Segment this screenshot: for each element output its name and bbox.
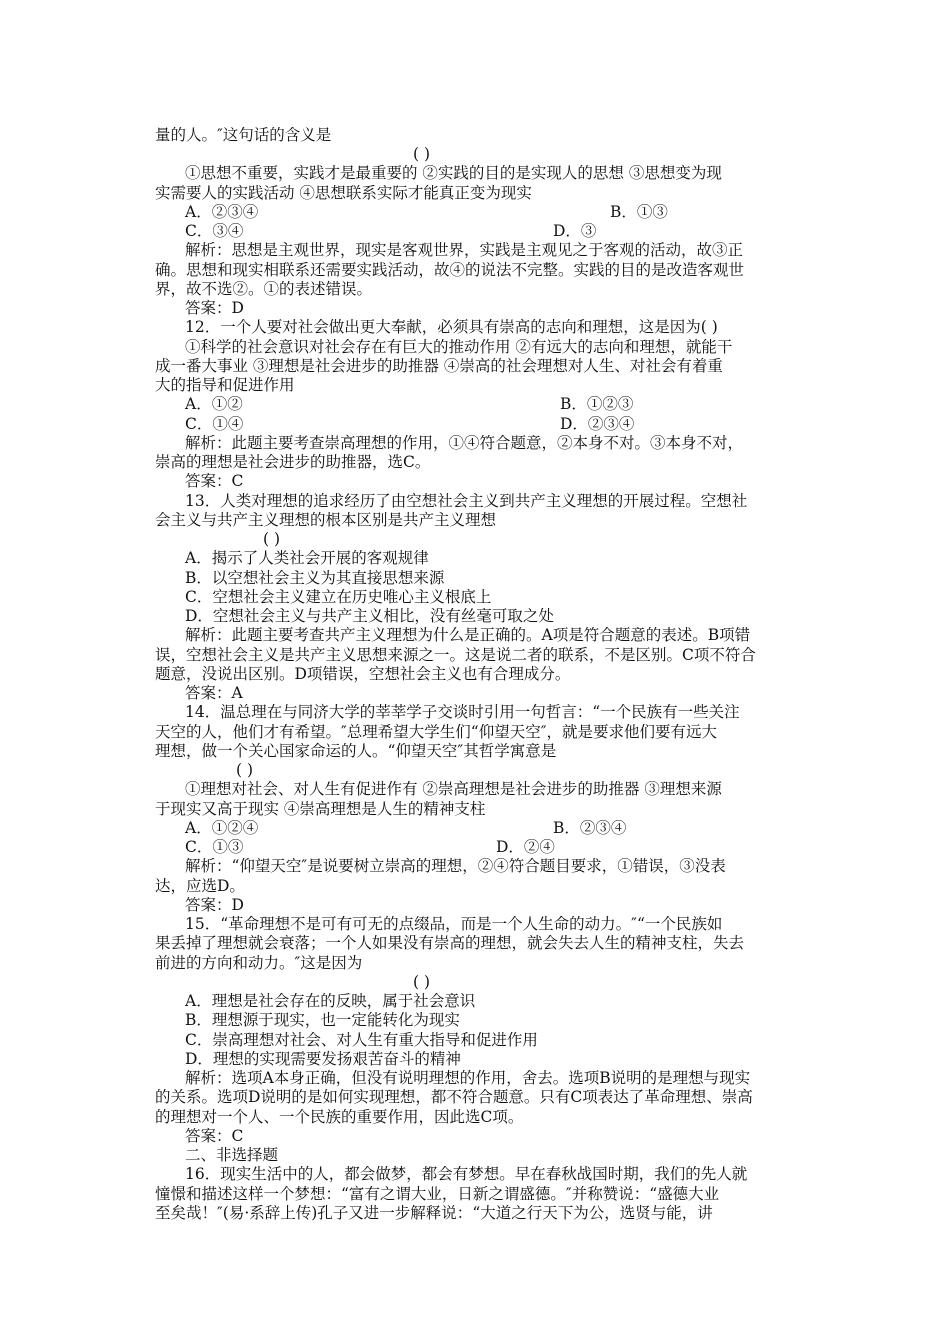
- analysis-line: 解析：此题主要考查共产主义理想为什么是正确的。A项是符合题意的表述。B项错: [185, 626, 751, 644]
- option-c: C．空想社会主义建立在历史唯心主义根底上: [185, 588, 492, 606]
- question-15: 15．“革命理想不是可有可无的点缀品，而是一个人生命的动力。″“一个民族如: [185, 915, 723, 933]
- text-line: 量的人。″这句话的含义是: [155, 126, 332, 144]
- answer-line: 答案：C: [185, 472, 244, 490]
- analysis-line: 的关系。选项D说明的是如何实现理想，都不符合题意。只有C项表达了革命理想、崇高: [155, 1088, 753, 1106]
- text-line: 大的指导和促进作用: [155, 376, 295, 394]
- text-line: ①理想对社会、对人生有促进作有 ②崇高理想是社会进步的助推器 ③理想来源: [185, 780, 722, 798]
- option-d: D．理想的实现需要发扬艰苦奋斗的精神: [185, 1050, 461, 1068]
- answer-line: 答案：A: [185, 684, 243, 702]
- option-c: C．崇高理想对社会、对人生有重大指导和促进作用: [185, 1031, 538, 1049]
- option-b: B．①③: [610, 203, 668, 221]
- option-a: A．②③④: [185, 203, 259, 221]
- answer-parentheses: ( ): [263, 530, 281, 548]
- section-heading: 二、非选择题: [185, 1146, 279, 1164]
- analysis-line: 题意，没说出区别。D项错误，空想社会主义也有合理成分。: [155, 665, 571, 683]
- text-line: 果丢掉了理想就会衰落；一个人如果没有崇高的理想，就会失去人生的精神支柱，失去: [155, 934, 745, 952]
- question-13: 13．人类对理想的追求经历了由空想社会主义到共产主义理想的开展过程。空想社: [185, 492, 748, 510]
- option-d: D．②④: [496, 838, 555, 856]
- answer-line: 答案：D: [185, 896, 244, 914]
- option-b: B．理想源于现实，也一定能转化为现实: [185, 1011, 460, 1029]
- text-line: ①科学的社会意识对社会存在有巨大的推动作用 ②有远大的志向和理想，就能干: [185, 338, 733, 356]
- analysis-line: 崇高的理想是社会进步的助推器，选C。: [155, 453, 431, 471]
- analysis-line: 确。思想和现实相联系还需要实践活动，故④的说法不完整。实践的目的是改造客观世: [155, 261, 745, 279]
- answer-line: 答案：C: [185, 1127, 244, 1145]
- answer-line: 答案：D: [185, 299, 244, 317]
- analysis-line: 解析：思想是主观世界，现实是客观世界，实践是主观见之于客观的活动，故③正: [185, 241, 744, 259]
- text-line: 理想，做一个关心国家命运的人。“仰望天空″其哲学寓意是: [155, 742, 557, 760]
- analysis-line: 解析：“仰望天空″是说要树立崇高的理想，②④符合题目要求，①错误，③没表: [185, 857, 726, 875]
- analysis-line: 界，故不选②。①的表述错误。: [155, 280, 373, 298]
- analysis-line: 的理想对一个人、一个民族的重要作用，因此选C项。: [155, 1108, 524, 1126]
- option-c: C．①③: [185, 838, 244, 856]
- text-line: 憧憬和描述这样一个梦想：“富有之谓大业，日新之谓盛德。″并称赞说：“盛德大业: [155, 1185, 720, 1203]
- option-d: D．空想社会主义与共产主义相比，没有丝毫可取之处: [185, 607, 554, 625]
- option-b: B．以空想社会主义为其直接思想来源: [185, 569, 445, 587]
- option-c: C．①④: [185, 415, 244, 433]
- option-b: B．②③④: [553, 819, 627, 837]
- question-12: 12．一个人要对社会做出更大奉献，必须具有崇高的志向和理想，这是因为( ): [185, 318, 718, 336]
- text-line: 实需要人的实践活动 ④思想联系实际才能真正变为现实: [155, 184, 532, 202]
- option-d: D．③: [553, 222, 597, 240]
- answer-parentheses: ( ): [413, 973, 431, 991]
- analysis-line: 误，空想社会主义是共产主义思想来源之一。这是说二者的联系，不是区别。C项不符合: [155, 646, 756, 664]
- analysis-line: 解析：此题主要考查崇高理想的作用，①④符合题意，②本身不对。③本身不对，: [185, 434, 744, 452]
- text-line: 天空的人，他们才有希望。″总理希望大学生们“仰望天空″，就是要求他们要有远大: [155, 723, 718, 741]
- option-a: A．①②④: [185, 819, 259, 837]
- text-line: 会主义与共产主义理想的根本区别是共产主义理想: [155, 511, 497, 529]
- text-line: 至矣哉！″(易·系辞上传)孔子又进一步解释说：“大道之行天下为公，选贤与能，讲: [155, 1204, 713, 1222]
- text-line: 成一番大事业 ③理想是社会进步的助推器 ④崇高的社会理想对人生、对社会有着重: [155, 357, 723, 375]
- question-16: 16．现实生活中的人，都会做梦，都会有梦想。早在春秋战国时期，我们的先人就: [185, 1165, 748, 1183]
- option-b: B．①②③: [560, 395, 634, 413]
- option-a: A．理想是社会存在的反映，属于社会意识: [185, 992, 476, 1010]
- text-line: ①思想不重要，实践才是最重要的 ②实践的目的是实现人的思想 ③思想变为现: [185, 164, 722, 182]
- text-line: 前进的方向和动力。″这是因为: [155, 954, 363, 972]
- analysis-line: 达，应选D。: [155, 877, 245, 895]
- option-d: D．②③④: [560, 415, 635, 433]
- question-14: 14．温总理在与同济大学的莘莘学子交谈时引用一句哲言：“一个民族有一些关注: [185, 703, 740, 721]
- option-c: C．③④: [185, 222, 244, 240]
- answer-parentheses: ( ): [236, 761, 254, 779]
- text-line: 于现实又高于现实 ④崇高理想是人生的精神支柱: [155, 800, 486, 818]
- option-a: A．①②: [185, 395, 243, 413]
- answer-parentheses: ( ): [413, 145, 431, 163]
- option-a: A．揭示了人类社会开展的客观规律: [185, 549, 429, 567]
- analysis-line: 解析：选项A本身正确，但没有说明理想的作用，舍去。选项B说明的是理想与现实: [185, 1069, 751, 1087]
